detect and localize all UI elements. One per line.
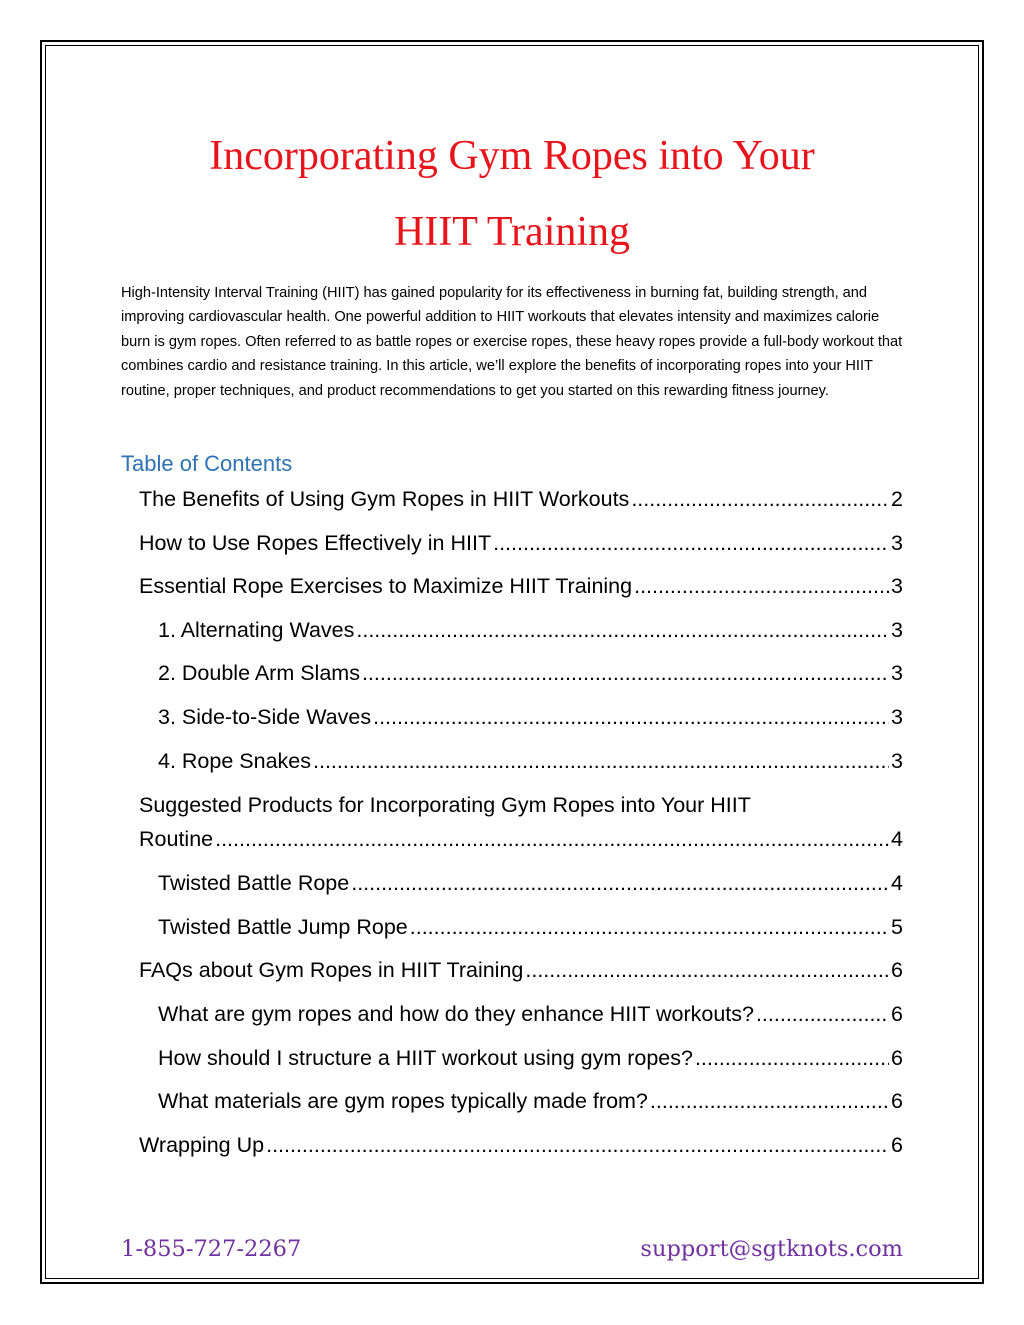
toc-entry-suggested-products-line1[interactable]: Suggested Products for Incorporating Gym Ropes into Your HIIT (139, 793, 751, 817)
footer-phone[interactable]: 1-855-727-2267 (121, 1236, 302, 1262)
intro-paragraph: High-Intensity Interval Training (HIIT) has gained popularity for its effectiveness in burning fat, building strength, and improving cardiovascular health. One powerful addition to HIIT workouts that elevates intensity and maximizes calorie burn is gym ropes. Often referred to as battle ropes or exercise ropes, these heavy ropes provide a full-body workout that combines cardio and resistance training. In this article, we’ll explore the benefits of incorporating ropes into your HIIT routine, proper techniques, and product recommendations to get you started on this rewarding fitness journey. (121, 285, 903, 399)
toc-heading: Table of Contents (121, 451, 293, 476)
footer-email[interactable]: support@sgtknots.com (640, 1236, 903, 1262)
toc-entry-faq-structure-workout[interactable]: How should I structure a HIIT workout using gym ropes? ..... 6 (158, 1043, 903, 1073)
toc-entry-twisted-battle-jump-rope[interactable]: Twisted Battle Jump Rope ..... 5 (158, 912, 903, 942)
toc-entry-alternating-waves[interactable]: 1. Alternating Waves ..... 3 (158, 615, 903, 645)
toc-entry-faq-materials[interactable]: What materials are gym ropes typically made from? ..... 6 (158, 1086, 903, 1116)
toc-entry-faqs[interactable]: FAQs about Gym Ropes in HIIT Training ..... 6 (139, 955, 903, 985)
toc-entry-double-arm-slams[interactable]: 2. Double Arm Slams ..... 3 (158, 658, 903, 688)
title-line-1: Incorporating Gym Ropes into Your (209, 133, 815, 179)
toc-entry-side-to-side-waves[interactable]: 3. Side-to-Side Waves ..... 3 (158, 702, 903, 732)
title-line-2: HIIT Training (393, 209, 631, 255)
document-title (100, 118, 924, 270)
toc-entry-benefits[interactable]: The Benefits of Using Gym Ropes in HIIT Workouts ..... 2 (139, 484, 903, 514)
toc-entry-suggested-products[interactable]: Routine ..... 4 (139, 824, 903, 854)
toc-entry-twisted-battle-rope[interactable]: Twisted Battle Rope ..... 4 (158, 868, 903, 898)
toc-entry-rope-snakes[interactable]: 4. Rope Snakes ..... 3 (158, 746, 903, 776)
toc-entry-faq-what-are-ropes[interactable]: What are gym ropes and how do they enhance HIIT workouts? ..... 6 (158, 999, 903, 1029)
toc-entry-essential-exercises[interactable]: Essential Rope Exercises to Maximize HIIT Training ..... 3 (139, 571, 903, 601)
toc-entry-wrapping-up[interactable]: Wrapping Up ..... 6 (139, 1130, 903, 1160)
toc-entry-how-to-use[interactable]: How to Use Ropes Effectively in HIIT ..... 3 (139, 528, 903, 558)
